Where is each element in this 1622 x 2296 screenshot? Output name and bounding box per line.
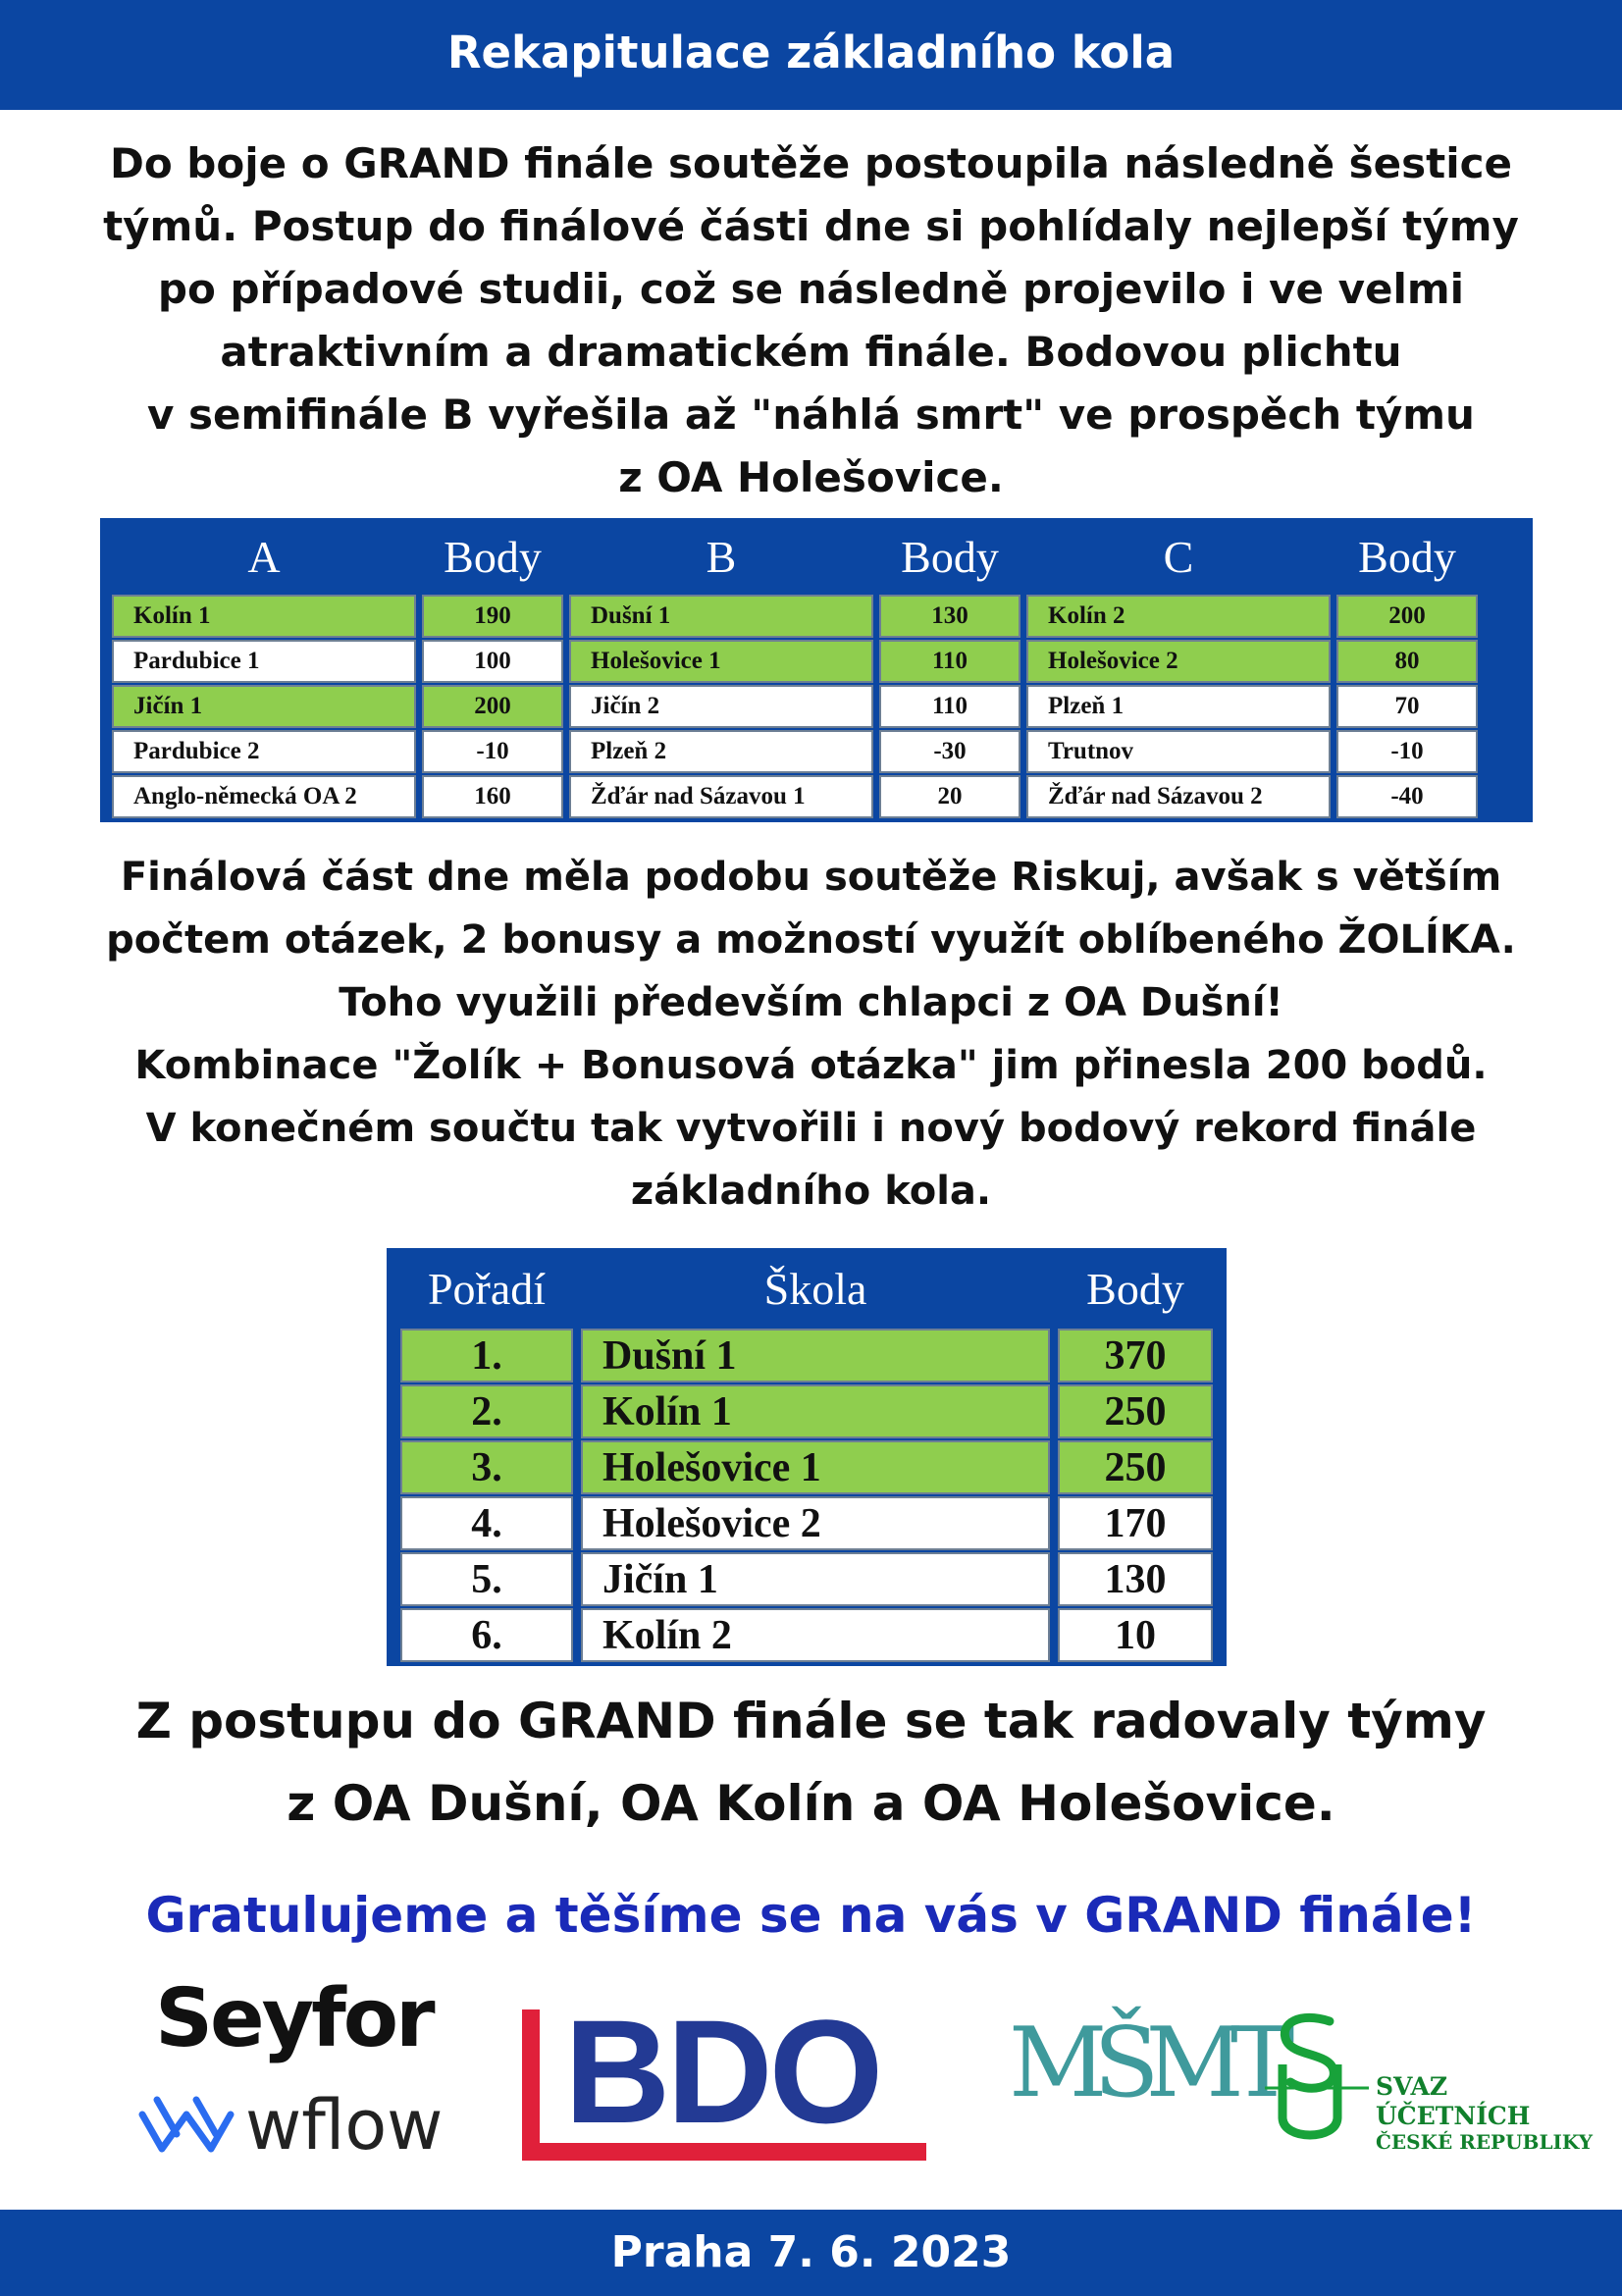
final-row: [400, 1552, 1213, 1606]
school-header: Škola: [763, 1263, 867, 1314]
svaz-line-2: ÚČETNÍCH: [1376, 2102, 1531, 2130]
intro-line: atraktivním a dramatickém finále. Bodovou plichtu: [220, 328, 1402, 376]
final-results-grid: [392, 1248, 1221, 1664]
rank-cell: 1.: [400, 1329, 573, 1383]
points-cell: 130: [1058, 1552, 1213, 1606]
final-results-table: [387, 1248, 1227, 1666]
team-name-cell: Holešovice 2: [1026, 640, 1331, 683]
final-description-line: V konečném součtu tak vytvořili i nový bodový rekord finále: [145, 1106, 1477, 1151]
group-a-points-header: Body: [444, 531, 542, 582]
team-points-cell: 70: [1336, 685, 1478, 728]
svaz-ucetnich-logo: [1376, 2072, 1593, 2153]
rank-cell: 5.: [400, 1552, 573, 1606]
points-cell: 10: [1058, 1608, 1213, 1662]
page-footer: Praha 7. 6. 2023: [0, 2210, 1622, 2296]
team-name-cell: Plzeň 2: [569, 730, 873, 773]
points-cell: 250: [1058, 1440, 1213, 1494]
group-a-header: A: [247, 531, 281, 582]
rank-cell: 6.: [400, 1608, 573, 1662]
school-cell: Jičín 1: [581, 1552, 1050, 1606]
intro-line: týmů. Postup do finálové části dne si pohlídaly nejlepší týmy: [103, 202, 1519, 250]
team-points-cell: -10: [422, 730, 563, 773]
team-points-cell: 200: [422, 685, 563, 728]
team-name-cell: Trutnov: [1026, 730, 1331, 773]
team-points-cell: 80: [1336, 640, 1478, 683]
semifinal-row: [112, 640, 1478, 683]
final-row: [400, 1608, 1213, 1662]
team-points-cell: 100: [422, 640, 563, 683]
team-name-cell: Kolín 1: [112, 595, 416, 638]
team-points-cell: 130: [879, 595, 1020, 638]
result-statement: [39, 1680, 1583, 1845]
school-cell: Holešovice 2: [581, 1496, 1050, 1550]
final-description-line: počtem otázek, 2 bonusy a možností využít oblíbeného ŽOLÍKA.: [106, 917, 1516, 963]
intro-line: z OA Holešovice.: [618, 453, 1004, 501]
team-points-cell: -40: [1336, 775, 1478, 818]
result-line: z OA Dušní, OA Kolín a OA Holešovice.: [287, 1775, 1335, 1832]
rank-cell: 4.: [400, 1496, 573, 1550]
team-points-cell: 110: [879, 640, 1020, 683]
intro-line: po případové studii, což se následně projevilo i ve velmi: [157, 265, 1465, 313]
group-b-points-header: Body: [901, 531, 999, 582]
final-description-line: Kombinace "Žolík + Bonusová otázka" jim přinesla 200 bodů.: [134, 1043, 1488, 1088]
semifinal-grid: [106, 518, 1484, 820]
group-b-header: B: [706, 531, 737, 582]
team-name-cell: Plzeň 1: [1026, 685, 1331, 728]
final-description: [39, 846, 1583, 1223]
final-row: [400, 1440, 1213, 1494]
team-name-cell: Kolín 2: [1026, 595, 1331, 638]
semifinal-row: [112, 775, 1478, 818]
team-name-cell: Jičín 2: [569, 685, 873, 728]
school-cell: Holešovice 1: [581, 1440, 1050, 1494]
school-cell: Kolín 2: [581, 1608, 1050, 1662]
semifinal-row: [112, 595, 1478, 638]
final-description-line: Finálová část dne měla podobu soutěže Riskuj, avšak s větším: [120, 855, 1502, 900]
final-header-row: [400, 1250, 1213, 1327]
points-cell: 170: [1058, 1496, 1213, 1550]
team-name-cell: Holešovice 1: [569, 640, 873, 683]
msmt-logo: MŠMT: [1009, 2008, 1282, 2119]
team-name-cell: Žďár nad Sázavou 2: [1026, 775, 1331, 818]
final-row: [400, 1329, 1213, 1383]
final-row: [400, 1384, 1213, 1438]
team-name-cell: Žďár nad Sázavou 1: [569, 775, 873, 818]
group-c-points-header: Body: [1358, 531, 1456, 582]
rank-cell: 3.: [400, 1440, 573, 1494]
team-points-cell: -10: [1336, 730, 1478, 773]
team-name-cell: Dušní 1: [569, 595, 873, 638]
points-cell: 250: [1058, 1384, 1213, 1438]
page-header: Rekapitulace základního kola: [0, 0, 1622, 110]
intro-line: v semifinále B vyřešila až "náhlá smrt" ve prospěch týmu: [147, 391, 1475, 439]
team-points-cell: 160: [422, 775, 563, 818]
team-points-cell: 190: [422, 595, 563, 638]
result-line: Z postupu do GRAND finále se tak radovaly týmy: [135, 1693, 1487, 1749]
school-cell: Kolín 1: [581, 1384, 1050, 1438]
wflow-logo: wflow: [245, 2085, 444, 2166]
rank-cell: 2.: [400, 1384, 573, 1438]
semifinal-header-row: [112, 520, 1478, 593]
semifinal-table: [100, 518, 1533, 822]
wflow-icon: [137, 2090, 235, 2159]
rank-header: Pořadí: [427, 1263, 547, 1314]
svaz-line-3: ČESKÉ REPUBLIKY: [1376, 2130, 1593, 2154]
team-name-cell: Pardubice 1: [112, 640, 416, 683]
group-c-header: C: [1163, 531, 1194, 582]
points-header: Body: [1086, 1263, 1184, 1314]
final-description-line: základního kola.: [630, 1169, 992, 1214]
team-points-cell: 20: [879, 775, 1020, 818]
intro-paragraph: [39, 132, 1583, 509]
bdo-logo: BDO: [564, 1989, 880, 2154]
intro-line: Do boje o GRAND finále soutěže postoupila následně šestice: [109, 139, 1513, 187]
seyfor-logo: Seyfor: [155, 1972, 433, 2065]
team-points-cell: 200: [1336, 595, 1478, 638]
semifinal-row: [112, 730, 1478, 773]
congratulations-text: Gratulujeme a těšíme se na vás v GRAND finále!: [145, 1887, 1477, 1944]
final-row: [400, 1496, 1213, 1550]
team-points-cell: 110: [879, 685, 1020, 728]
school-cell: Dušní 1: [581, 1329, 1050, 1383]
svaz-line-1: SVAZ: [1376, 2072, 1448, 2101]
semifinal-row: [112, 685, 1478, 728]
svaz-emblem-icon: [1261, 2009, 1369, 2147]
team-name-cell: Anglo-německá OA 2: [112, 775, 416, 818]
team-points-cell: -30: [879, 730, 1020, 773]
team-name-cell: Jičín 1: [112, 685, 416, 728]
points-cell: 370: [1058, 1329, 1213, 1383]
team-name-cell: Pardubice 2: [112, 730, 416, 773]
final-description-line: Toho využili především chlapci z OA Dušní!: [339, 980, 1283, 1025]
